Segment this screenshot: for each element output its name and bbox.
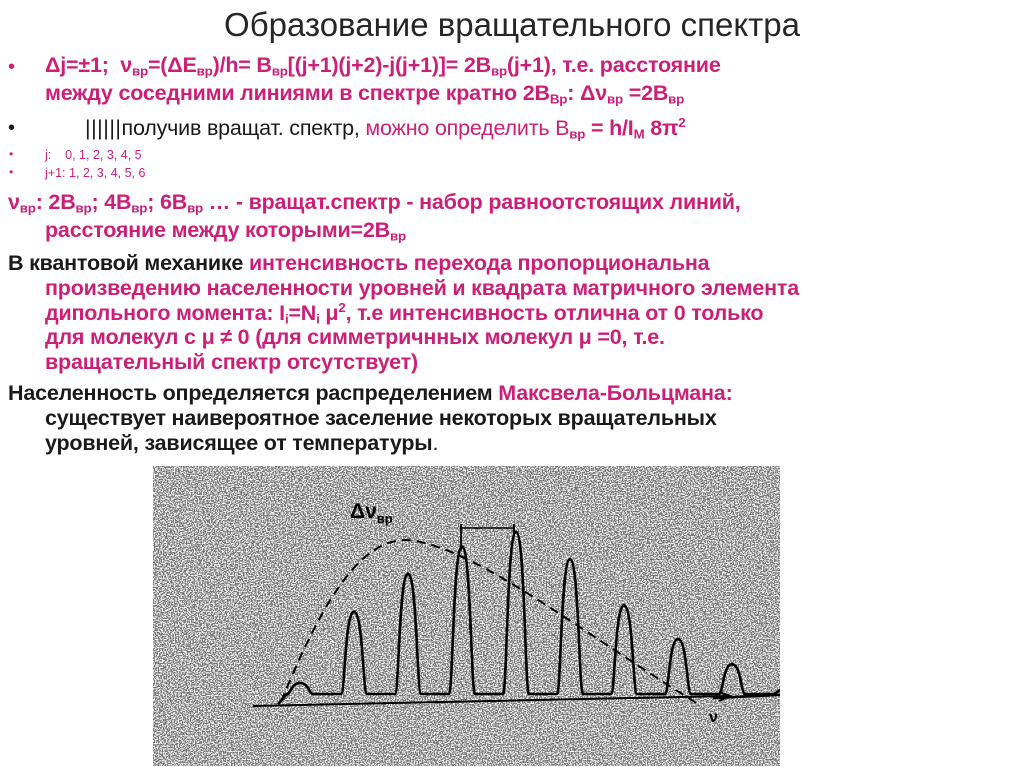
text: ; 4B (91, 190, 132, 214)
text: между соседними линиями в спектре кратно 2B (45, 81, 550, 105)
values: 0, 1, 2, 3, 4, 5 (65, 148, 142, 162)
sup: 2 (678, 115, 686, 130)
text: =N (288, 300, 317, 325)
nu-symbol: ν (8, 190, 20, 214)
sub: вр (187, 200, 203, 216)
spectrum-peak (677, 638, 680, 641)
sub: вр (668, 91, 685, 107)
population-line-2: существует наивероятное заселение некоторых вращательных (45, 406, 717, 430)
sub: вр (490, 63, 507, 79)
formula-part: )/h= B (212, 53, 272, 77)
sub: вр (271, 63, 288, 79)
population-line-1 (8, 381, 733, 406)
spacing-line (45, 81, 684, 106)
quantum-line-1 (8, 251, 709, 276)
label: j+1: (45, 166, 66, 180)
sub: i (316, 311, 320, 327)
text: интенсивность перехода пропорциональна (243, 251, 710, 275)
text: расстояние между которыми=2B (45, 218, 390, 242)
spectrum-peak (569, 558, 572, 561)
text: μ (319, 300, 339, 325)
delta-nu-label: $\Delta\nu_{вр}$ (350, 500, 393, 526)
sub: Вр (549, 91, 568, 107)
text: получив вращат. спектр, (121, 115, 360, 140)
quantum-line-4: для молекул с μ ≠ 0 (для симметричнных молекул μ =0, т.е. (45, 325, 665, 349)
text: . (432, 431, 439, 455)
quantum-line-2: произведению населенности уровней и квадрата матричного элемента (45, 276, 799, 300)
spectrum-peak (515, 530, 518, 533)
text: Населенность определяется распределением (8, 381, 493, 405)
delta-nu: Δν (579, 81, 607, 105)
delta-j: Δj=±1; (45, 53, 109, 77)
label: j: (45, 148, 52, 162)
sub: вр (607, 91, 623, 107)
text: : 2B (35, 190, 76, 214)
text: дипольного момента: I (45, 300, 285, 325)
sub: M (633, 126, 645, 142)
sub: вр (131, 200, 148, 216)
text: , т.е интенсивность отлична от 0 только (345, 300, 764, 325)
formula-part: [(j+1)(j+2)-j(j+1)]= 2B (287, 53, 491, 77)
nu-series-line-2 (45, 218, 406, 243)
sub: вр (19, 200, 36, 216)
text: = h/I (585, 115, 634, 140)
text: можно определить B (359, 115, 570, 140)
sub: вр (389, 228, 406, 244)
bullet: • (8, 56, 16, 78)
nu-symbol: ν (120, 53, 133, 77)
spectrum-peak (731, 663, 734, 666)
spectrum-peak (353, 610, 356, 613)
rotational-spectrum-figure (153, 466, 780, 766)
sub: вр (132, 63, 148, 79)
j1-row (45, 166, 145, 180)
formula-part: (j+1), т.е. расстояние (506, 53, 721, 77)
figure-noise (153, 466, 780, 766)
spectrum-peak (623, 604, 626, 607)
axis-nu-label: ν (709, 709, 718, 726)
text: В квантовой механике (8, 251, 244, 275)
selection-rule-line (45, 53, 721, 78)
text: : (567, 81, 575, 105)
text: ; 6B (147, 190, 188, 214)
sub: вр (75, 200, 92, 216)
text: 8π (644, 115, 679, 140)
quantum-line-5: вращательный спектр отсутствует) (45, 350, 418, 374)
spectrum-peak (407, 572, 410, 575)
sub: вр (569, 126, 586, 142)
slide-title: Образование вращательного спектра (224, 6, 800, 43)
spectrum-peak (299, 682, 302, 685)
text: … - вращат.спектр - набор равноотстоящих линий, (203, 190, 741, 214)
formula-part: =(ΔE (147, 53, 197, 77)
values: 1, 2, 3, 4, 5, 6 (69, 166, 146, 180)
bullet: • (9, 147, 14, 161)
sup: 2 (338, 300, 346, 315)
determine-line (85, 115, 686, 141)
text: Максвела-Больцмана: (492, 381, 733, 405)
text: =2B (622, 81, 669, 105)
quantum-line-3 (45, 300, 763, 326)
spectrum-bars-glyph: |||||| (85, 115, 122, 140)
population-line-3 (45, 431, 438, 456)
bullet: • (9, 165, 14, 179)
j-row (45, 148, 142, 162)
bullet: • (8, 117, 16, 139)
sub: вр (196, 63, 213, 79)
nu-series-line (8, 190, 741, 215)
text: уровней, зависящее от температуры (45, 431, 433, 455)
sub: i (284, 311, 289, 327)
